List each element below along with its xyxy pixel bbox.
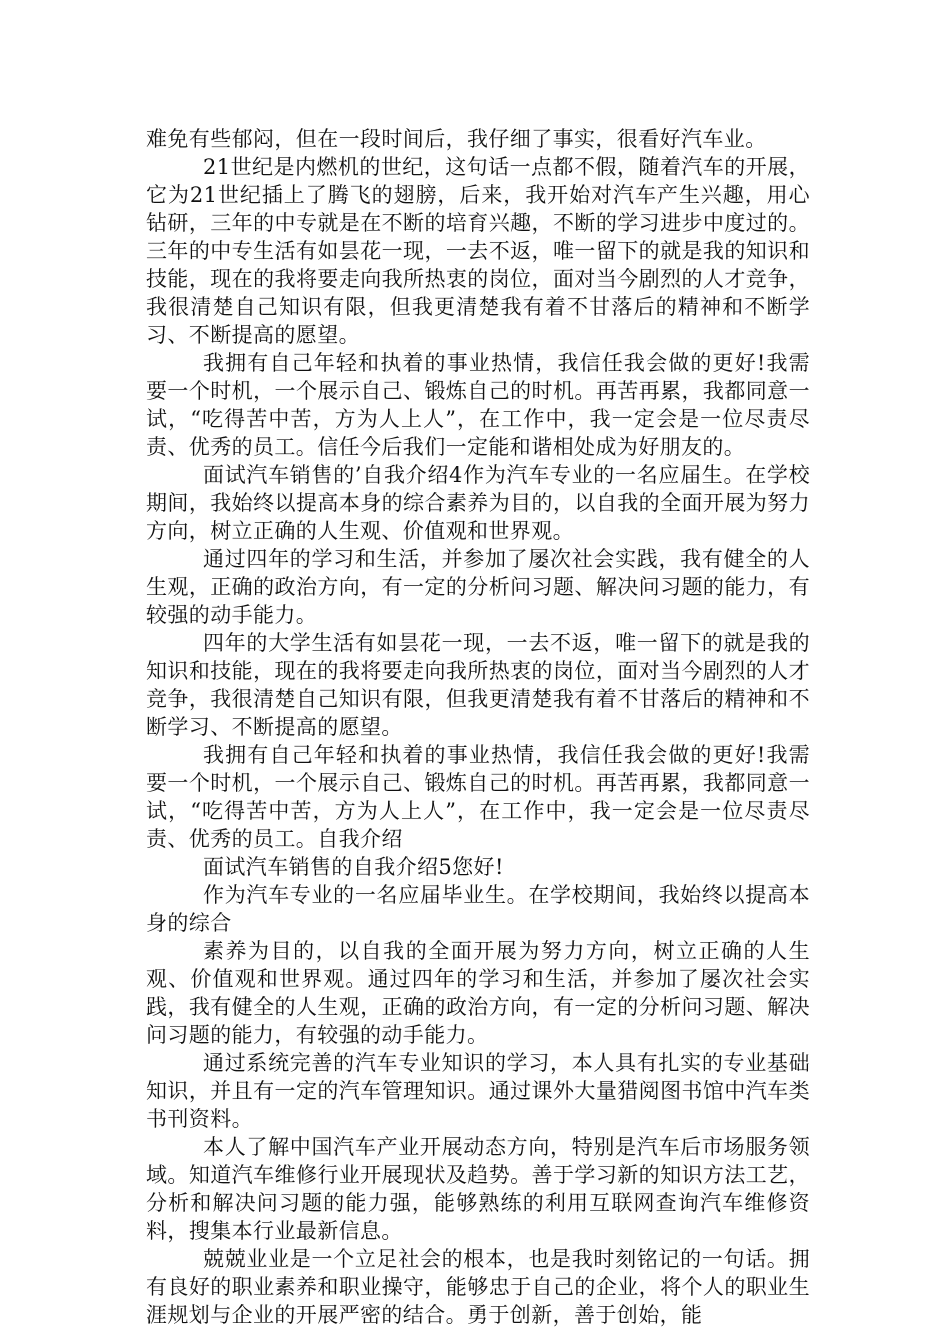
document-body [146, 125, 810, 1329]
paragraph: 面试汽车销售的’自我介绍4作为汽车专业的一名应届生。在学校期间，我始终以提高本身的综合素养为目的，以自我的全面开展为努力方向，树立正确的人生观、价值观和世界观。 [146, 463, 810, 543]
paragraph: 我拥有自己年轻和执着的事业热情，我信任我会做的更好!我需要一个时机，一个展示自己、锻炼自己的时机。再苦再累，我都同意一试，“吃得苦中苦，方为人上人”，在工作中，我一定会是一位尽责尽责、优秀的员工。信任今后我们一定能和谐相处成为好朋友的。 [146, 351, 810, 459]
paragraph-continuation: 难免有些郁闷，但在一段时间后，我仔细了事实，很看好汽车业。 [146, 127, 767, 151]
paragraph: 作为汽车专业的一名应届毕业生。在学校期间，我始终以提高本身的综合 [146, 883, 810, 935]
paragraph: 兢兢业业是一个立足社会的根本，也是我时刻铭记的一句话。拥有良好的职业素养和职业操守，能够忠于自己的企业，将个人的职业生涯规划与企业的开展严密的结合。勇于创新，善于创始，能 [146, 1247, 810, 1327]
paragraph: 素养为目的，以自我的全面开展为努力方向，树立正确的人生观、价值观和世界观。通过四年的学习和生活，并参加了屡次社会实践，我有健全的人生观，正确的政治方向，有一定的分析问习题、解决问习题的能力，有较强的动手能力。 [146, 939, 810, 1047]
paragraph: 通过四年的学习和生活，并参加了屡次社会实践，我有健全的人生观，正确的政治方向，有一定的分析问习题、解决问习题的能力，有较强的动手能力。 [146, 547, 810, 627]
paragraph: 四年的大学生活有如昙花一现，一去不返，唯一留下的就是我的知识和技能，现在的我将要走向我所热衷的岗位，面对当今剧烈的人才竞争，我很清楚自己知识有限，但我更清楚我有着不甘落后的精神和不断学习、不断提高的愿望。 [146, 631, 810, 739]
section-heading: 面试汽车销售的自我介绍5您好! [203, 855, 504, 879]
paragraph: 21世纪是内燃机的世纪，这句话一点都不假，随着汽车的开展，它为21世纪插上了腾飞的翅膀，后来，我开始对汽车产生兴趣，用心钻研，三年的中专就是在不断的培育兴趣，不断的学习进步中度过的。三年的中专生活有如昙花一现，一去不返，唯一留下的就是我的知识和技能，现在的我将要走向我所热衷的岗位，面对当今剧烈的人才竞争，我很清楚自己知识有限，但我更清楚我有着不甘落后的精神和不断学习、不断提高的愿望。 [146, 155, 810, 347]
paragraph: 本人了解中国汽车产业开展动态方向，特别是汽车后市场服务领域。知道汽车维修行业开展现状及趋势。善于学习新的知识方法工艺，分析和解决问习题的能力强，能够熟练的利用互联网查询汽车维修资料，搜集本行业最新信息。 [146, 1135, 810, 1243]
paragraph: 我拥有自己年轻和执着的事业热情，我信任我会做的更好!我需要一个时机，一个展示自己、锻炼自己的时机。再苦再累，我都同意一试，“吃得苦中苦，方为人上人”，在工作中，我一定会是一位尽责尽责、优秀的员工。自我介绍 [146, 743, 810, 851]
paragraph: 通过系统完善的汽车专业知识的学习，本人具有扎实的专业基础知识，并且有一定的汽车管理知识。通过课外大量猎阅图书馆中汽车类书刊资料。 [146, 1051, 810, 1131]
